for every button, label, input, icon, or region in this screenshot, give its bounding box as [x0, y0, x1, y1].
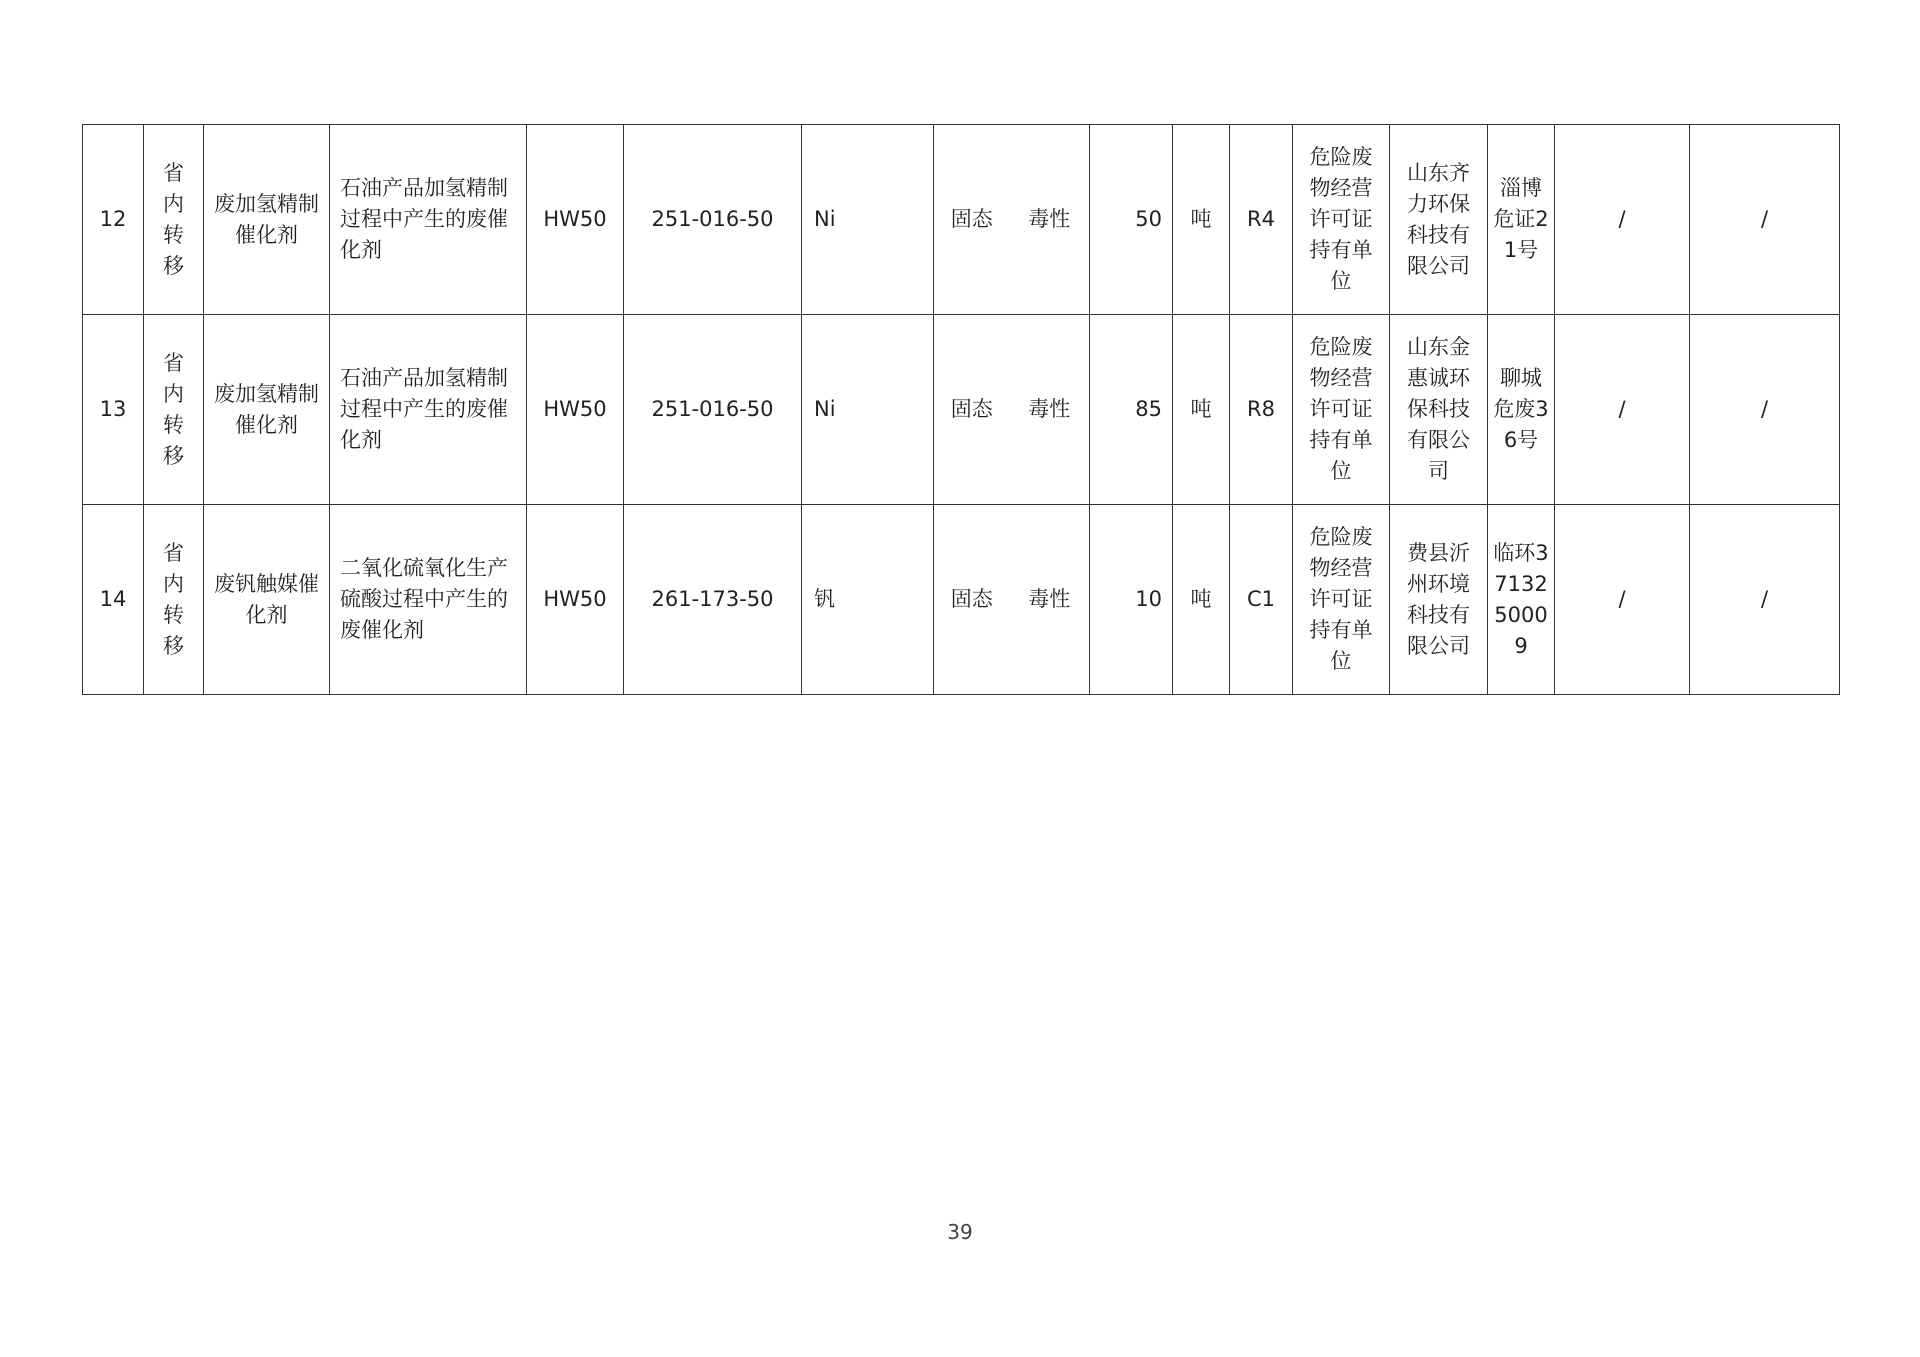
hazardous-component: Ni	[802, 125, 934, 315]
transfer-type: 省内转移	[144, 125, 204, 315]
column-a: /	[1555, 125, 1690, 315]
receiver-type: 危险废物经营许可证持有单位	[1293, 315, 1390, 505]
waste-source: 石油产品加氢精制过程中产生的废催化剂	[330, 315, 527, 505]
column-b: /	[1690, 125, 1840, 315]
waste-source: 二氧化硫氧化生产硫酸过程中产生的废催化剂	[330, 505, 527, 695]
waste-code: 251-016-50	[624, 125, 802, 315]
waste-code: 251-016-50	[624, 315, 802, 505]
waste-name: 废钒触媒催化剂	[204, 505, 330, 695]
hazard-property: 毒性	[1010, 125, 1090, 315]
transfer-type: 省内转移	[144, 315, 204, 505]
table-row	[83, 125, 1840, 315]
column-a: /	[1555, 505, 1690, 695]
hazard-property: 毒性	[1010, 505, 1090, 695]
waste-name: 废加氢精制催化剂	[204, 315, 330, 505]
waste-name: 废加氢精制催化剂	[204, 125, 330, 315]
waste-category: HW50	[527, 315, 624, 505]
waste-code: 261-173-50	[624, 505, 802, 695]
license-number: 聊城危废36号	[1488, 315, 1555, 505]
hazardous-component: Ni	[802, 315, 934, 505]
receiver-type: 危险废物经营许可证持有单位	[1293, 125, 1390, 315]
waste-category: HW50	[527, 125, 624, 315]
page-number: 39	[947, 1220, 973, 1244]
receiver-company: 山东金惠诚环保科技有限公司	[1390, 315, 1488, 505]
disposal-method: R4	[1230, 125, 1293, 315]
receiver-type: 危险废物经营许可证持有单位	[1293, 505, 1390, 695]
unit: 吨	[1173, 125, 1230, 315]
license-number: 临环3713250009	[1488, 505, 1555, 695]
quantity: 10	[1090, 505, 1173, 695]
hazardous-component: 钒	[802, 505, 934, 695]
column-b: /	[1690, 315, 1840, 505]
license-number: 淄博危证21号	[1488, 125, 1555, 315]
row-number: 13	[83, 315, 144, 505]
row-number: 12	[83, 125, 144, 315]
column-b: /	[1690, 505, 1840, 695]
quantity: 85	[1090, 315, 1173, 505]
physical-form: 固态	[934, 125, 1010, 315]
waste-source: 石油产品加氢精制过程中产生的废催化剂	[330, 125, 527, 315]
physical-form: 固态	[934, 315, 1010, 505]
waste-transfer-table	[82, 124, 1840, 695]
column-a: /	[1555, 315, 1690, 505]
unit: 吨	[1173, 315, 1230, 505]
disposal-method: C1	[1230, 505, 1293, 695]
receiver-company: 山东齐力环保科技有限公司	[1390, 125, 1488, 315]
physical-form: 固态	[934, 505, 1010, 695]
table-row	[83, 315, 1840, 505]
unit: 吨	[1173, 505, 1230, 695]
waste-category: HW50	[527, 505, 624, 695]
quantity: 50	[1090, 125, 1173, 315]
hazard-property: 毒性	[1010, 315, 1090, 505]
receiver-company: 费县沂州环境科技有限公司	[1390, 505, 1488, 695]
disposal-method: R8	[1230, 315, 1293, 505]
row-number: 14	[83, 505, 144, 695]
table-row	[83, 505, 1840, 695]
transfer-type: 省内转移	[144, 505, 204, 695]
